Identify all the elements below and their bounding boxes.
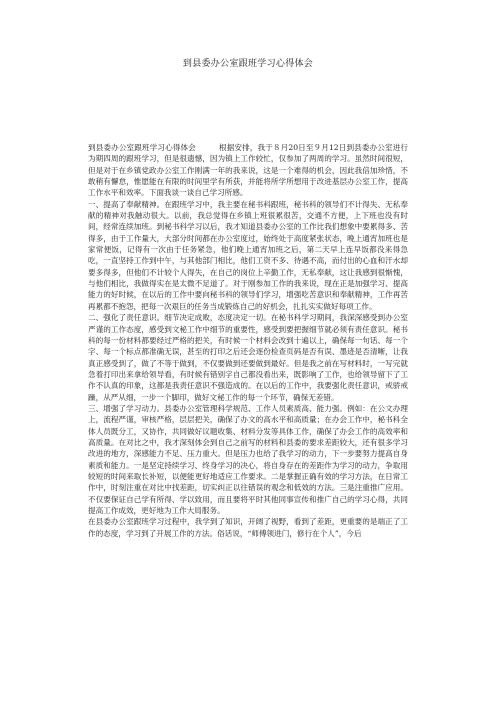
paragraph-intro: 到县委办公室跟班学习心得体会 根据安排，我于８月20日至９月12日到县委办公室进行为期四周的跟班学习，但是很遗憾，因为镇上工作较忙，仅参加了两周的学习。虽然时间很短，但是对于在乡镇党政办公室工作刚满一年的我来说，这是一个难得的机会，因此我倍加珍惜，不敢稍有懈怠，惟愿能在有限的时间里学有所获，并能将所学所想用于改进基层办公室工作，提高工作水平和效率。下面我谈一谈自己学习所感。	[88, 143, 408, 198]
document-body	[88, 142, 408, 539]
paragraph-section-1: 一、提高了奉献精神。在跟班学习中，我主要在秘书科跟班，秘书科的领导们不计得失、无私奉献的精神对我触动很大。以前，我总觉得在乡镇上班很累很苦，交通不方便，上下班也没有时间，经常连续加班。到秘书科学习以后，我才知道县委办公室的工作比我们想象中要累得多、苦得多，由于工作量大，大部分时间都在办公室度过，始终处于高度紧张状态，晚上通宵加班也是家常便饭，记得有一次由于任务紧急，他们晚上通宵加班之后，第二天早上连早饭都没来得急吃，一直坚持工作到中午，与其他部门相比，他们工资不多、待遇不高，而付出的心血和汗水却要多得多，但他们不计较个人得失，在自己的岗位上辛勤工作，无私奉献，这让我感到很惭愧，与他们相比，我做得实在是太微不足道了。对于刚参加工作的我来说，现在正是加强学习、提高能力的好时候，在以后的工作中要向秘书科的领导们学习，增强吃苦意识和奉献精神，工作再苦再累都不抱怨，把每一次艰巨的任务当成锻炼自己的好机会，扎扎实实做好每项工作。	[88, 199, 408, 311]
paragraph-section-2: 二、强化了责任意识。细节决定成败，态度决定一切。在秘书科学习期间，我深深感受到办公室严谨的工作态度，感受到文秘工作中细节的重要性，感受到要把握细节就必须有责任意识。秘书科的每一份材料都要经过严格的把关，有时候一个材料会改到十遍以上，确保每一句话、每一个字、每一个标点都准确无误，甚至的打印之后还会逐份检查页码是否有误、墨迹是否清晰，让我真正感受到了，做了不等于做到，不仅要做到还要做到最好。但是我之前在写材料时，一写完就急着打印出来拿给领导看，有时候有错别字自己都没看出来，既影响了工作，也给领导留下了工作不认真的印象，这都是我责任意识不强造成的。在以后的工作中，我要强化责任意识，戒骄戒躁，从严从细，一步一个脚印，做好文秘工作的每一个环节，确保无差错。	[88, 313, 408, 402]
document-title: 到县委办公室跟班学习心得体会	[182, 59, 314, 69]
paragraph-section-3: 三、增强了学习动力。县委办公室管理科学规范、工作人员素质高、能力强。例如：在公文办理上，流程严谨，审核严格，层层把关，确保了办文的高水平和高质量；在办会工作中，秘书科全体人员既分工，又协作，共同做好议题收集、材料分发等具体工作，确保了办会工作的高效率和高质量。在对比之中，我才深刻体会到自己之前写的材料和县委的要求差距较大，还有很多学习改进的地方，深感能力不足、压力重大。但是压力也给了我学习的动力，下一步要努力提高自身素质和能力。一是坚定持续学习、终身学习的决心，将自身存在的差距作为学习的动力，争取用较短的时间来取长补短，以便能更好地适应工作要求。二是掌握正确有效的学习方法，在日常工作中，时刻注重在对比中找差距，切实纠正以往错误的观念和低效的方法。三是注重推广应用。不仅要保证自己学有所得、学以致用，而且要将平时其他同事宣传和推广自己的学习心得，共同提高工作成效，更好地为工作大局服务。	[88, 403, 408, 515]
paragraph-conclusion: 在县委办公室跟班学习过程中，我学到了知识，开阔了视野，看到了差距，更重要的是端正了工作的态度，学习到了开展工作的方法。俗话说，“师傅领进门，修行在个人”，今后	[88, 517, 408, 538]
